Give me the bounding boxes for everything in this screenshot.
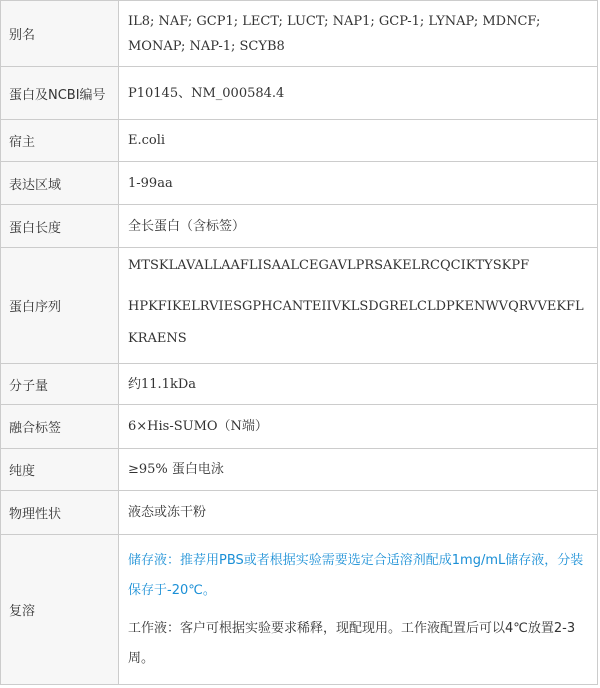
spec-row-aliases (1, 1, 598, 67)
row-label: 复溶 (1, 535, 119, 685)
row-label: 表达区域 (1, 162, 119, 205)
spec-row-host (1, 120, 598, 162)
row-label: 融合标签 (1, 405, 119, 449)
mw-value: 约11.1kDa (119, 364, 598, 405)
spec-row-region (1, 162, 598, 205)
region-value: 1-99aa (119, 162, 598, 205)
spec-row-physical (1, 491, 598, 535)
sequence-line-2: HPKFIKELRVIESGPHCANTEIIVKLSDGRELCLDPKENWVQRVVEKFLKRAENS (128, 299, 584, 346)
row-label: 蛋白序列 (1, 248, 119, 364)
ncbi-value: P10145、NM_000584.4 (119, 67, 598, 120)
length-value: 全长蛋白（含标签） (119, 205, 598, 248)
spec-row-tag (1, 405, 598, 449)
reconstitution-value (119, 535, 598, 685)
spec-row-sequence (1, 248, 598, 364)
row-label: 别名 (1, 1, 119, 67)
row-label: 分子量 (1, 364, 119, 405)
sequence-value (119, 248, 598, 364)
working-solution-text: 工作液：客户可根据实验要求稀释，现配现用。工作液配置后可以4℃放置2-3周。 (128, 620, 576, 666)
aliases-value: IL8; NAF; GCP1; LECT; LUCT; NAP1; GCP-1; LYNAP; MDNCF; MONAP; NAP-1; SCYB8 (119, 1, 598, 67)
host-value: E.coli (119, 120, 598, 162)
spec-row-ncbi (1, 67, 598, 120)
row-label: 纯度 (1, 449, 119, 491)
sequence-line-1: MTSKLAVALLAAFLISAALCEGAVLPRSAKELRCQCIKTYSKPF (128, 258, 530, 273)
storage-solution-text: 储存液：推荐用PBS或者根据实验需要选定合适溶剂配成1mg/mL储存液，分装保存于-20℃。 (128, 552, 584, 598)
purity-value: ≥95% 蛋白电泳 (119, 449, 598, 491)
row-label: 蛋白长度 (1, 205, 119, 248)
row-label: 宿主 (1, 120, 119, 162)
row-label: 蛋白及NCBI编号 (1, 67, 119, 120)
spec-row-length (1, 205, 598, 248)
row-label: 物理性状 (1, 491, 119, 535)
spec-row-purity (1, 449, 598, 491)
spec-row-mw (1, 364, 598, 405)
spec-row-reconstitution (1, 535, 598, 685)
tag-value: 6×His-SUMO（N端） (119, 405, 598, 449)
physical-value: 液态或冻干粉 (119, 491, 598, 535)
